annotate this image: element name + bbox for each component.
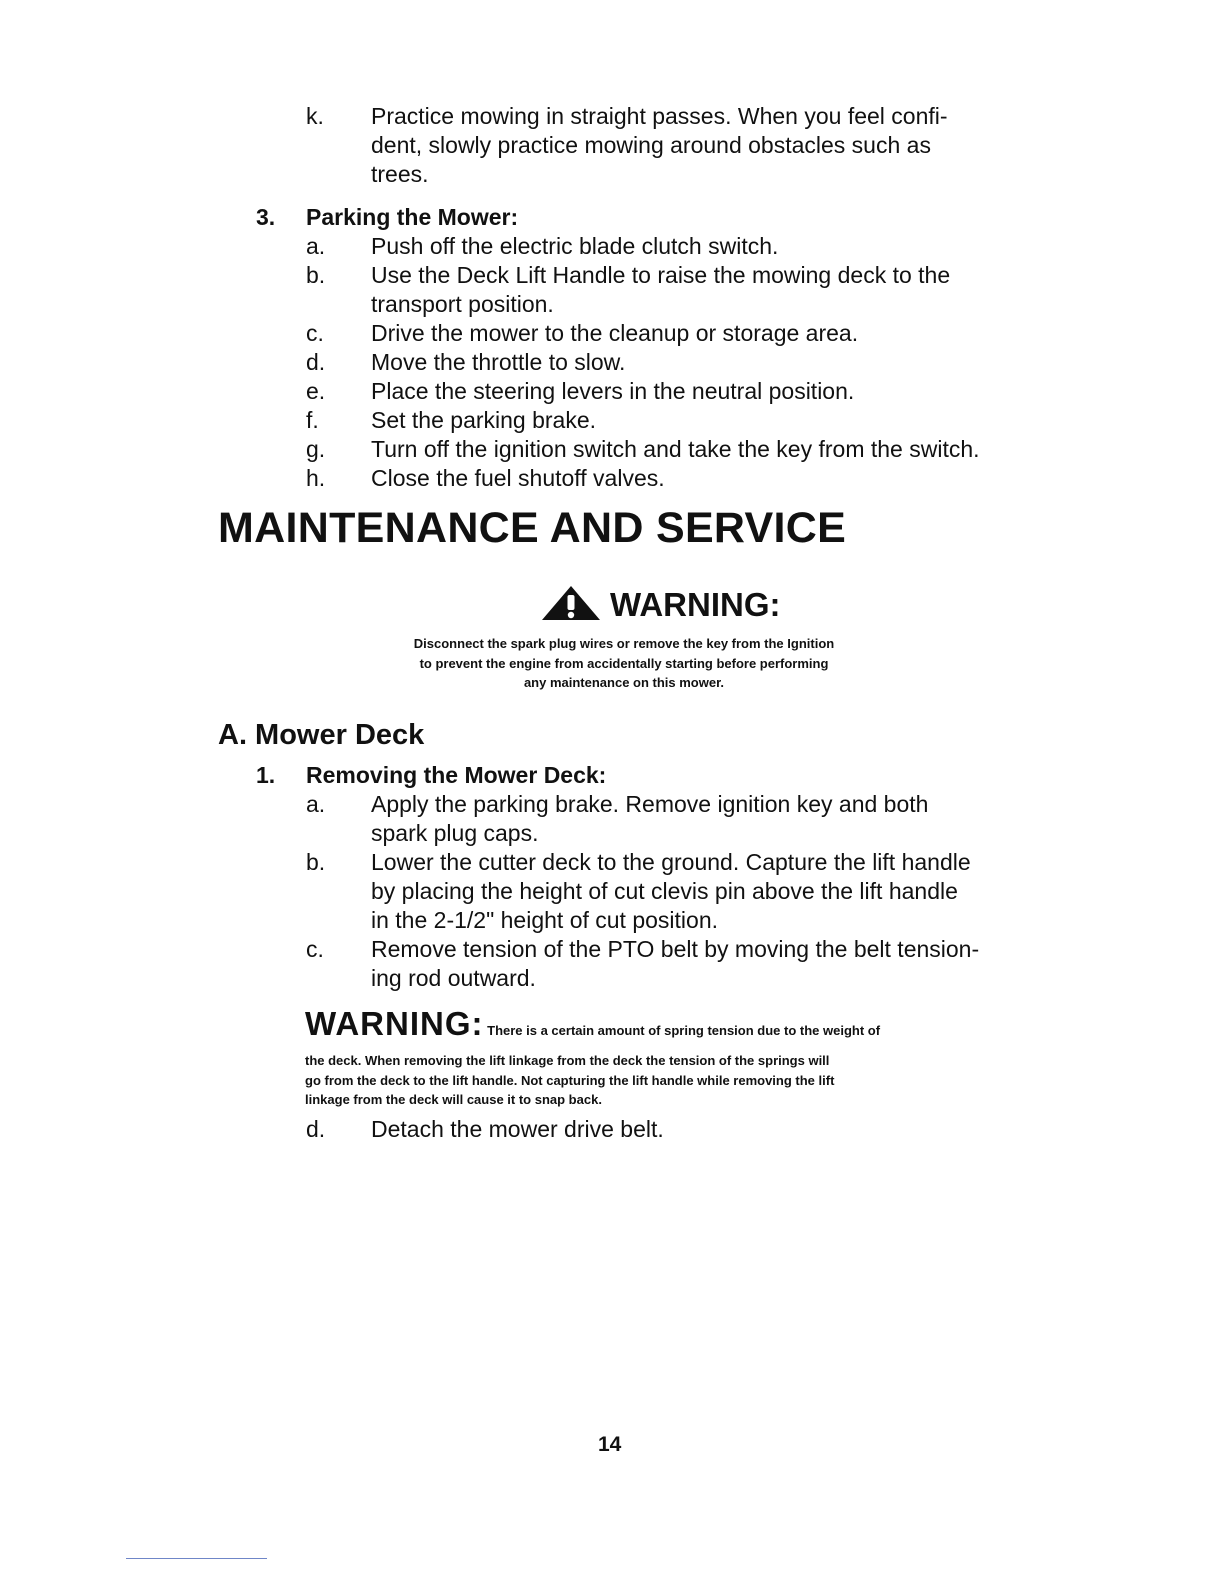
deck-warning-first-line [305,1004,1010,1051]
warning-title: WARNING: [610,586,781,623]
parking-item-e-text: Place the steering levers in the neutral position. [371,378,855,404]
parking-item-c-letter: c. [306,320,324,346]
parking-item-c-text: Drive the mower to the cleanup or storage area. [371,320,859,346]
warning-heading [540,583,780,627]
parking-item-a-text: Push off the electric blade clutch switch. [371,233,779,259]
parking-item-g-letter: g. [306,436,326,462]
parking-item-a-letter: a. [306,233,326,259]
removing-item-c-line-2: ing rod outward. [371,965,536,991]
removing-item-b-letter: b. [306,849,326,875]
deck-warning [305,1004,1010,1110]
deck-warning-line-4: linkage from the deck will cause it to snap back. [305,1092,602,1107]
removing-item-c-line-1: Remove tension of the PTO belt by moving the belt tension- [371,936,980,962]
warning-triangle-icon [540,584,602,627]
parking-item-h-text: Close the fuel shutoff valves. [371,465,665,491]
deck-warning-colon: : [471,1005,484,1042]
warning-message-line-1: Disconnect the spark plug wires or remove the key from the Ignition [413,636,835,651]
warning-message-line-2: to prevent the engine from accidentally starting before performing [419,655,829,671]
parking-item-h-letter: h. [306,465,326,491]
parking-step-number: 3. [256,204,276,230]
parking-item-g-text: Turn off the ignition switch and take the key from the switch. [371,436,980,462]
removing-item-a-line-2: spark plug caps. [371,820,539,846]
parking-item-b-text: Use the Deck Lift Handle to raise the mowing deck to the [371,262,951,288]
parking-item-b-text-2: transport position. [371,291,554,317]
removing-item-d-letter: d. [306,1116,326,1142]
deck-warning-line-2: the deck. When removing the lift linkage from the deck the tension of the springs will [305,1053,830,1068]
removing-item-b-line-2: by placing the height of cut clevis pin above the lift handle [371,878,958,904]
parking-item-f-text: Set the parking brake. [371,407,597,433]
page-number: 14 [598,1433,622,1456]
parking-item-f-letter: f. [306,407,319,433]
removing-step-title: Removing the Mower Deck: [306,762,607,788]
removing-item-d-text: Detach the mower drive belt. [371,1116,664,1142]
parking-item-e-letter: e. [306,378,326,404]
removing-item-a-line-1: Apply the parking brake. Remove ignition key and both [371,791,929,817]
deck-warning-text-start: There is a certain amount of spring tension due to the weight of [487,1023,881,1038]
warning-message [300,634,948,693]
item-k-line-1: Practice mowing in straight passes. When you feel confi- [371,103,948,129]
removing-item-b-line-3: in the 2-1/2" height of cut position. [371,907,718,933]
warning-message-line-3: any maintenance on this mower. [523,675,725,690]
footer-divider [126,1558,267,1559]
deck-warning-title: WARNING [305,1005,472,1042]
removing-item-a-letter: a. [306,791,326,817]
item-k-line-3: trees. [371,161,429,187]
item-k-letter: k. [306,103,324,129]
parking-item-d-letter: d. [306,349,326,375]
section-a-heading: A. Mower Deck [218,719,425,751]
removing-step-number: 1. [256,762,276,788]
parking-item-b-letter: b. [306,262,326,288]
parking-step-title: Parking the Mower: [306,204,519,230]
deck-warning-line-3: go from the deck to the lift handle. Not capturing the lift handle while removing the lift [305,1072,835,1088]
removing-item-b-line-1: Lower the cutter deck to the ground. Capture the lift handle [371,849,971,875]
parking-item-d-text: Move the throttle to slow. [371,349,626,375]
item-k-line-2: dent, slowly practice mowing around obstacles such as [371,132,931,158]
removing-item-c-letter: c. [306,936,324,962]
main-heading: MAINTENANCE AND SERVICE [218,504,847,552]
